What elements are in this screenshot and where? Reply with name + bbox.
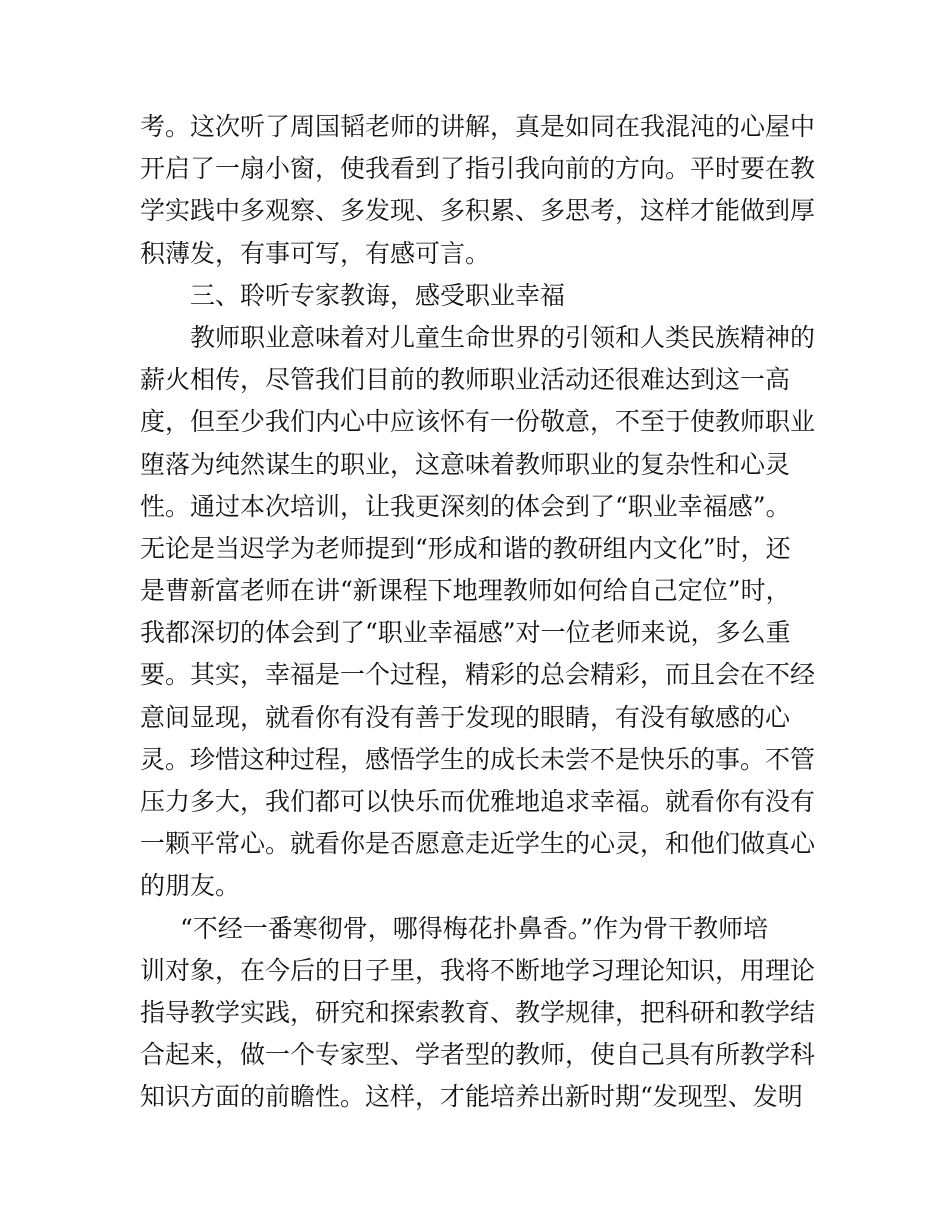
text-line: 合起来，做一个专家型、学者型的教师，使自己具有所教学科 bbox=[140, 1040, 816, 1070]
body-text bbox=[140, 106, 820, 1119]
text-line: 无论是当迟学为老师提到“形成和谐的教研组内文化”时，还 bbox=[140, 533, 791, 563]
text-line: 是曹新富老师在讲“新课程下地理教师如何给自己定位”时， bbox=[140, 576, 791, 606]
text-line: 训对象，在今后的日子里，我将不断地学习理论知识，用理论 bbox=[140, 955, 816, 985]
text-line: 开启了一扇小窗，使我看到了指引我向前的方向。平时要在教 bbox=[140, 154, 816, 184]
text-line: 我都深切的体会到了“职业幸福感”对一位老师来说，多么重 bbox=[140, 618, 791, 648]
text-line: 度，但至少我们内心中应该怀有一份敬意，不至于使教师职业 bbox=[140, 407, 816, 437]
text-line: “不经一番寒彻骨，哪得梅花扑鼻香。”作为骨干教师培 bbox=[180, 913, 769, 943]
text-line: 指导教学实践，研究和探索教育、教学规律，把科研和教学结 bbox=[140, 997, 816, 1027]
text-line: 压力多大，我们都可以快乐而优雅地追求幸福。就看你有没有 bbox=[140, 787, 816, 816]
text-line: 要。其实，幸福是一个过程，精彩的总会精彩，而且会在不经 bbox=[140, 660, 816, 690]
section-heading: 三、聆听专家教诲，感受职业幸福 bbox=[190, 280, 566, 310]
text-line: 积薄发，有事可写，有感可言。 bbox=[140, 238, 491, 268]
text-line: 意间显现，就看你有没有善于发现的眼睛，有没有敏感的心 bbox=[140, 702, 791, 732]
text-line: 的朋友。 bbox=[140, 871, 241, 901]
text-line: 薪火相传，尽管我们目前的教师职业活动还很难达到这一高 bbox=[140, 365, 791, 395]
text-line: 灵。珍惜这种过程，感悟学生的成长未尝不是快乐的事。不管 bbox=[140, 744, 816, 774]
text-line: 考。这次听了周国韬老师的讲解，真是如同在我混沌的心屋中 bbox=[140, 112, 816, 141]
text-line: 堕落为纯然谋生的职业，这意味着教师职业的复杂性和心灵 bbox=[140, 449, 791, 479]
text-line: 一颗平常心。就看你是否愿意走近学生的心灵，和他们做真心 bbox=[140, 829, 816, 859]
text-line: 学实践中多观察、多发现、多积累、多思考，这样才能做到厚 bbox=[140, 196, 816, 226]
text-line: 教师职业意味着对儿童生命世界的引领和人类民族精神的 bbox=[190, 322, 816, 352]
text-line: 知识方面的前瞻性。这样，才能培养出新时期“发现型、发明 bbox=[140, 1082, 803, 1112]
text-line: 性。通过本次培训，让我更深刻的体会到了“职业幸福感”。 bbox=[140, 491, 791, 521]
